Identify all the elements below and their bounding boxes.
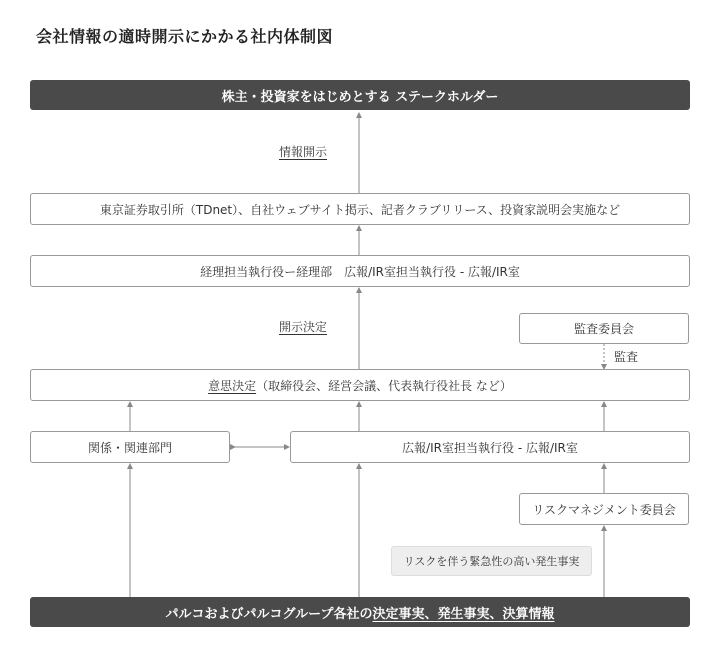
parco-group-prefix: パルコおよびパルコグループ各社の [165, 606, 373, 622]
risk-urgent-facts-note: リスクを伴う緊急性の高い発生事実 [391, 546, 592, 576]
related-departments-box: 関係・関連部門 [30, 431, 230, 463]
stakeholders-bar: 株主・投資家をはじめとする ステークホルダー [30, 80, 690, 110]
page-title: 会社情報の適時開示にかかる社内体制図 [36, 27, 334, 46]
label-audit: 監査 [614, 350, 639, 364]
finance-pr-executives-box: 経理担当執行役ー経理部 広報/IR室担当執行役 - 広報/IR室 [30, 255, 690, 287]
label-information-disclosure: 情報開示 [279, 145, 328, 159]
decision-making-underlined: 意思決定 [208, 378, 257, 393]
risk-management-committee-box: リスクマネジメント委員会 [519, 493, 689, 525]
pr-ir-office-box: 広報/IR室担当執行役 - 広報/IR室 [290, 431, 690, 463]
parco-group-facts-underlined: 決定事実、発生事実、決算情報 [372, 606, 555, 622]
label-disclosure-decision: 開示決定 [279, 320, 328, 334]
audit-committee-box: 監査委員会 [519, 313, 689, 344]
parco-group-facts-bar [30, 597, 690, 627]
disclosure-channels-box: 東京証券取引所（TDnet）、自社ウェブサイト掲示、記者クラブリリース、投資家説明会実施など [30, 193, 690, 225]
decision-making-box [30, 369, 690, 401]
decision-making-bodies: （取締役会、経営会議、代表執行役社長 など） [256, 378, 512, 393]
